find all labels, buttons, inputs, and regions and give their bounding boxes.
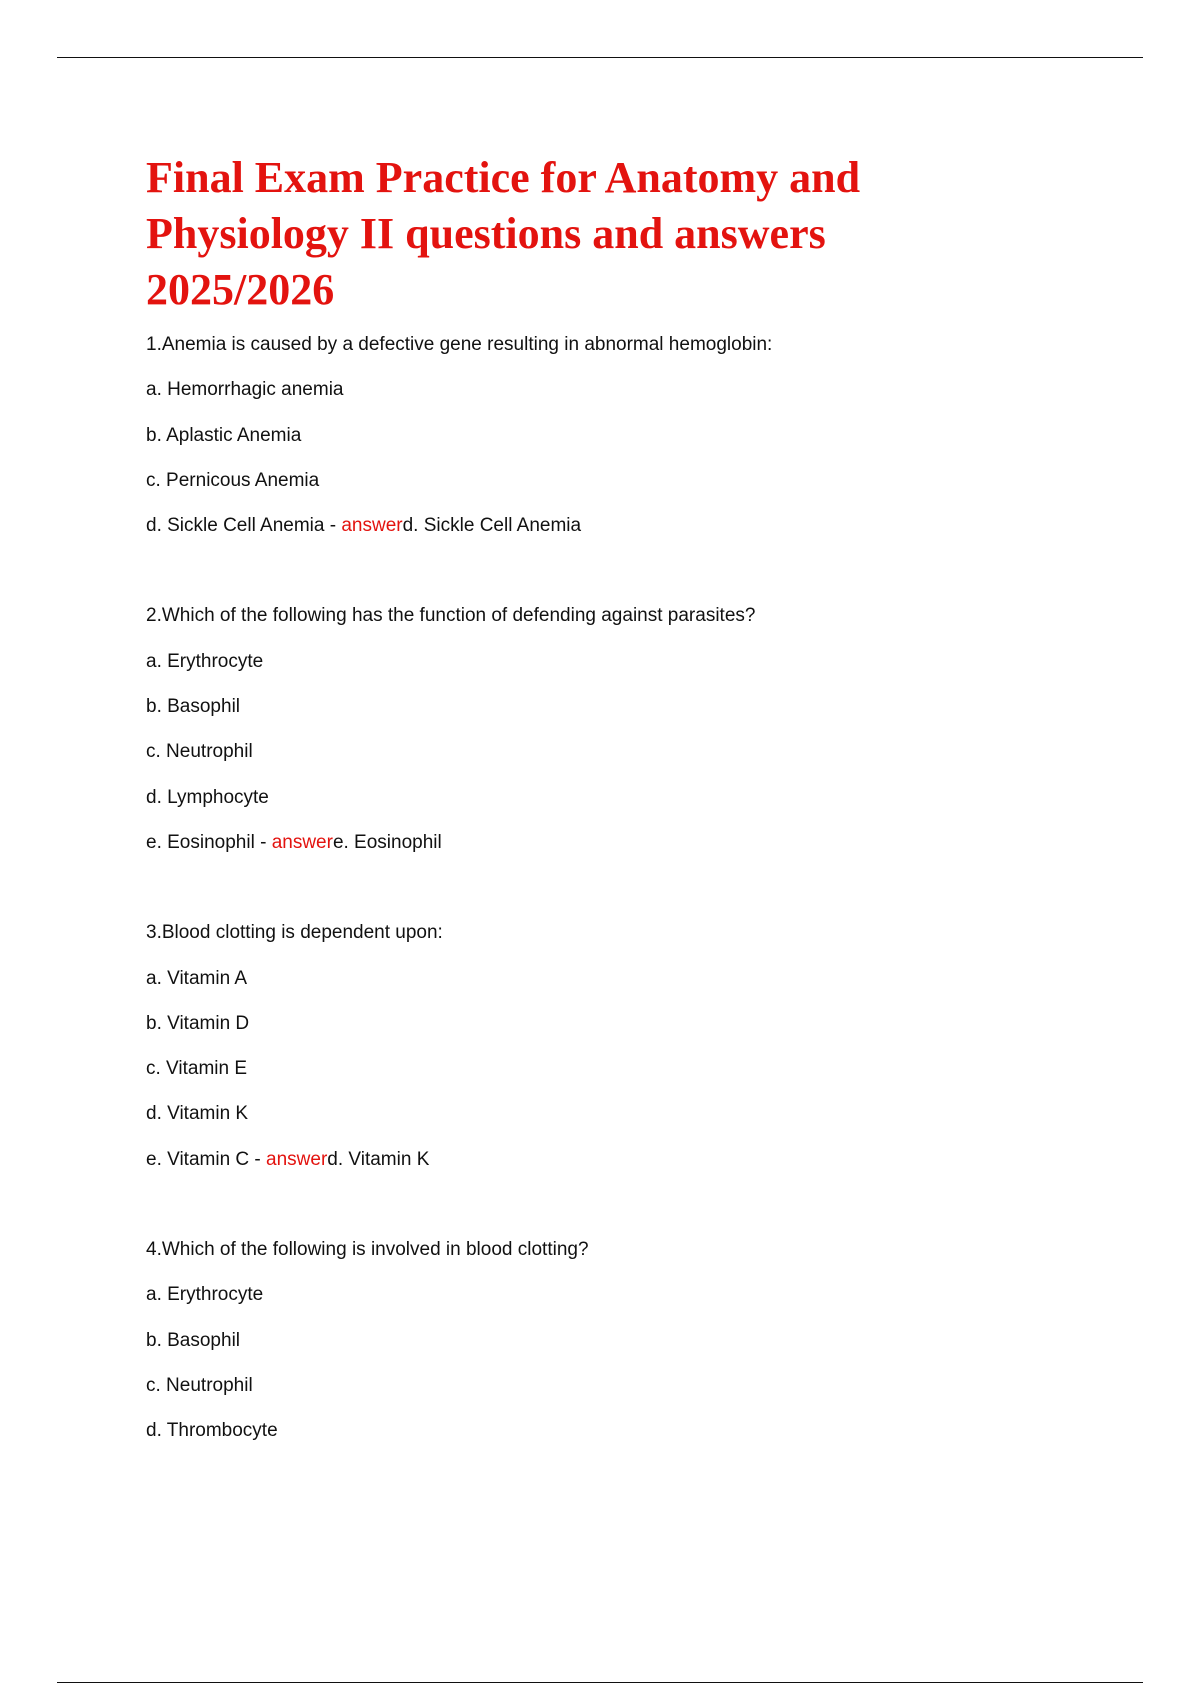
question-4 xyxy=(146,1227,1126,1453)
header-rule xyxy=(57,57,1143,58)
option-with-answer xyxy=(146,1137,1126,1182)
question-prompt: 3.Blood clotting is dependent upon: xyxy=(146,922,443,944)
question-list xyxy=(146,322,1126,1454)
document-body xyxy=(146,150,1126,1499)
answer-text: d. Sickle Cell Anemia xyxy=(402,515,582,537)
option-d: d. Sickle Cell Anemia - xyxy=(146,515,342,537)
answer-label: answer xyxy=(266,1148,328,1170)
answer-text: e. Eosinophil xyxy=(332,831,442,853)
question-prompt: 4.Which of the following is involved in blood clotting? xyxy=(146,1239,589,1261)
option-b: b. Basophil xyxy=(146,696,241,718)
answer-text: d. Vitamin K xyxy=(327,1148,430,1170)
answer-label: answer xyxy=(341,515,403,537)
question-1 xyxy=(146,322,1126,548)
option-c: c. Neutrophil xyxy=(146,741,253,763)
option-a: a. Vitamin A xyxy=(146,967,248,989)
option-d: d. Vitamin K xyxy=(146,1103,249,1125)
option-d: d. Lymphocyte xyxy=(146,786,269,808)
answer-label: answer xyxy=(271,831,333,853)
footer-rule xyxy=(57,1682,1143,1683)
option-e: e. Vitamin C - xyxy=(146,1148,267,1170)
option-a: a. Erythrocyte xyxy=(146,1284,264,1306)
question-2 xyxy=(146,593,1126,865)
question-prompt: 2.Which of the following has the function of defending against parasites? xyxy=(146,605,756,627)
option-a: a. Erythrocyte xyxy=(146,650,264,672)
option-b: b. Vitamin D xyxy=(146,1012,250,1034)
option-d: d. Thrombocyte xyxy=(146,1420,278,1442)
option-e: e. Eosinophil - xyxy=(146,831,272,853)
option-with-answer xyxy=(146,503,1126,548)
option-b: b. Aplastic Anemia xyxy=(146,424,302,446)
option-c: c. Pernicous Anemia xyxy=(146,469,320,491)
question-prompt: 1.Anemia is caused by a defective gene resulting in abnormal hemoglobin: xyxy=(146,334,773,355)
option-with-answer xyxy=(146,820,1126,865)
option-a: a. Hemorrhagic anemia xyxy=(146,379,344,401)
document-title: Final Exam Practice for Anatomy and Physiology II questions and answers 2025/2026 xyxy=(146,153,861,314)
question-3 xyxy=(146,910,1126,1182)
option-c: c. Vitamin E xyxy=(146,1058,248,1080)
option-c: c. Neutrophil xyxy=(146,1374,253,1396)
option-b: b. Basophil xyxy=(146,1329,241,1351)
